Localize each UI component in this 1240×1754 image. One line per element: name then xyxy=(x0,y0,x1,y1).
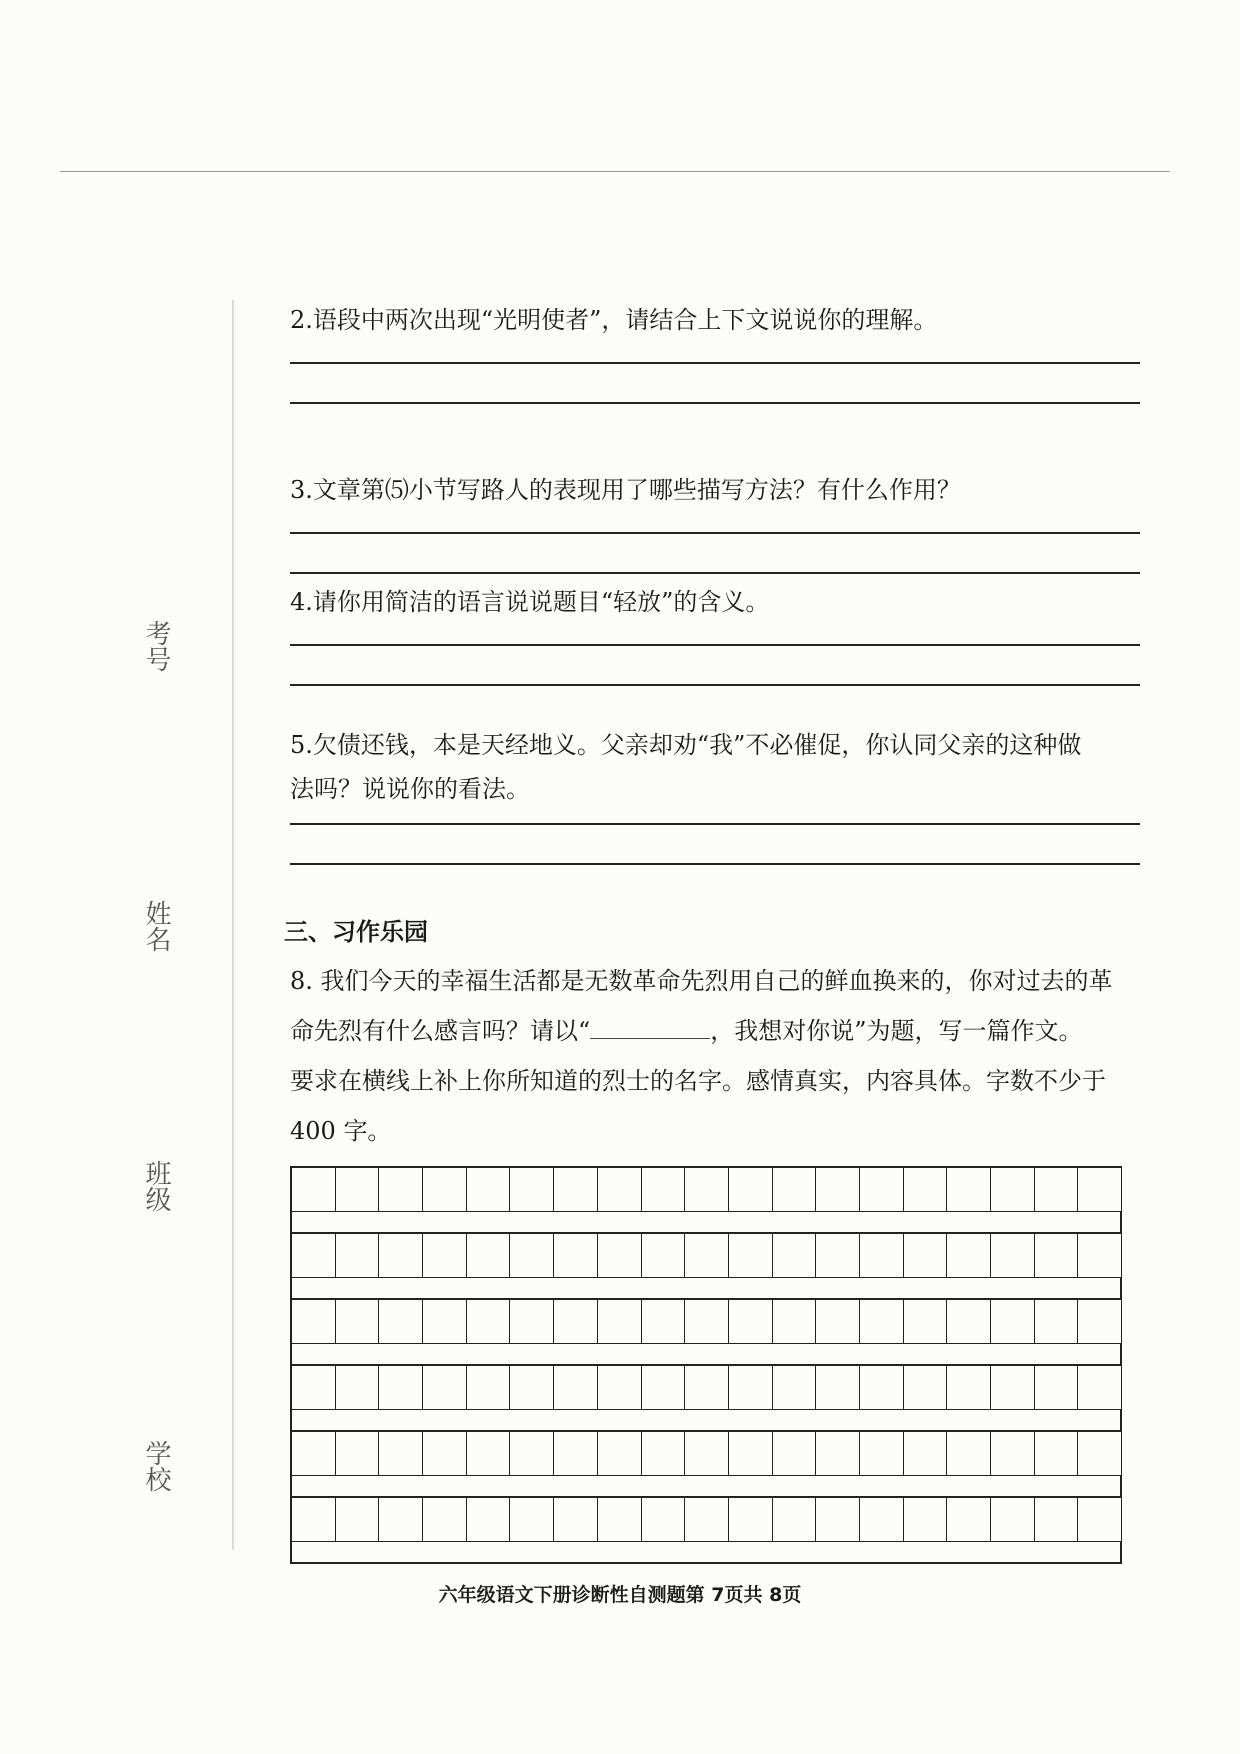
grid-cell[interactable] xyxy=(1078,1234,1122,1278)
question-text: 2.语段中两次出现“光明使者”，请结合上下文说说你的理解。 xyxy=(290,306,938,334)
grid-cell[interactable] xyxy=(773,1300,817,1344)
grid-cell[interactable] xyxy=(292,1498,336,1542)
grid-cell[interactable] xyxy=(860,1234,904,1278)
question-2 xyxy=(290,300,1140,404)
grid-cell[interactable] xyxy=(423,1168,467,1212)
grid-cell[interactable] xyxy=(947,1300,991,1344)
question-text-line1: 5.欠债还钱，本是天经地义。父亲却劝“我”不必催促，你认同父亲的这种做 xyxy=(290,731,1082,759)
grid-cell[interactable] xyxy=(904,1168,948,1212)
grid-cell[interactable] xyxy=(904,1498,948,1542)
grid-cell[interactable] xyxy=(423,1300,467,1344)
grid-cell[interactable] xyxy=(554,1234,598,1278)
grid-cell[interactable] xyxy=(860,1366,904,1410)
grid-row-gap xyxy=(292,1476,1122,1498)
grid-cell[interactable] xyxy=(773,1498,817,1542)
grid-cell[interactable] xyxy=(860,1432,904,1476)
essay-prompt-line1: 8. 我们今天的幸福生活都是无数革命先烈用自己的鲜血换来的，你对过去的革 xyxy=(290,967,1113,995)
grid-cell[interactable] xyxy=(554,1432,598,1476)
grid-cell[interactable] xyxy=(336,1432,380,1476)
grid-cell[interactable] xyxy=(292,1234,336,1278)
grid-cell[interactable] xyxy=(598,1168,642,1212)
question-text: 4.请你用简洁的语言说说题目“轻放”的含义。 xyxy=(290,588,770,616)
grid-cell[interactable] xyxy=(510,1366,554,1410)
grid-cell[interactable] xyxy=(598,1498,642,1542)
grid-row xyxy=(292,1168,1122,1212)
grid-cell[interactable] xyxy=(467,1234,511,1278)
grid-cell[interactable] xyxy=(816,1498,860,1542)
grid-cell[interactable] xyxy=(336,1498,380,1542)
grid-cell[interactable] xyxy=(685,1432,729,1476)
answer-line[interactable] xyxy=(290,863,1140,865)
question-text-line2: 法吗？说说你的看法。 xyxy=(290,775,530,803)
grid-cell[interactable] xyxy=(642,1366,686,1410)
grid-cell[interactable] xyxy=(336,1234,380,1278)
grid-cell[interactable] xyxy=(1078,1300,1122,1344)
grid-cell[interactable] xyxy=(510,1300,554,1344)
grid-cell[interactable] xyxy=(860,1168,904,1212)
grid-cell[interactable] xyxy=(904,1366,948,1410)
grid-cell[interactable] xyxy=(816,1234,860,1278)
grid-cell[interactable] xyxy=(1035,1234,1079,1278)
answer-line[interactable] xyxy=(290,402,1140,404)
grid-row xyxy=(292,1498,1122,1542)
grid-cell[interactable] xyxy=(685,1366,729,1410)
grid-cell[interactable] xyxy=(991,1498,1035,1542)
grid-cell[interactable] xyxy=(860,1498,904,1542)
grid-cell[interactable] xyxy=(510,1432,554,1476)
grid-cell[interactable] xyxy=(379,1498,423,1542)
grid-cell[interactable] xyxy=(816,1300,860,1344)
grid-cell[interactable] xyxy=(642,1168,686,1212)
answer-line[interactable] xyxy=(290,823,1140,825)
grid-cell[interactable] xyxy=(379,1234,423,1278)
writing-grid[interactable] xyxy=(290,1166,1122,1564)
grid-cell[interactable] xyxy=(773,1234,817,1278)
grid-cell[interactable] xyxy=(292,1168,336,1212)
essay-prompt-line2 xyxy=(290,1006,1140,1056)
grid-cell[interactable] xyxy=(816,1366,860,1410)
grid-cell[interactable] xyxy=(816,1432,860,1476)
grid-cell[interactable] xyxy=(642,1234,686,1278)
grid-cell[interactable] xyxy=(510,1234,554,1278)
grid-cell[interactable] xyxy=(947,1168,991,1212)
grid-cell[interactable] xyxy=(423,1234,467,1278)
grid-cell[interactable] xyxy=(642,1498,686,1542)
grid-cell[interactable] xyxy=(292,1300,336,1344)
grid-cell[interactable] xyxy=(554,1366,598,1410)
grid-cell[interactable] xyxy=(598,1366,642,1410)
grid-cell[interactable] xyxy=(467,1366,511,1410)
grid-cell[interactable] xyxy=(991,1168,1035,1212)
grid-cell[interactable] xyxy=(467,1498,511,1542)
grid-cell[interactable] xyxy=(467,1300,511,1344)
title-blank[interactable] xyxy=(590,1018,710,1039)
essay-prompt-line2-pre: 命先烈有什么感言吗？请以“ xyxy=(290,1017,591,1045)
grid-cell[interactable] xyxy=(379,1168,423,1212)
grid-cell[interactable] xyxy=(947,1498,991,1542)
grid-row xyxy=(292,1432,1122,1476)
grid-row-gap xyxy=(292,1410,1122,1432)
grid-cell[interactable] xyxy=(729,1234,773,1278)
grid-row xyxy=(292,1366,1122,1410)
grid-cell[interactable] xyxy=(947,1366,991,1410)
grid-cell[interactable] xyxy=(1035,1498,1079,1542)
grid-row-gap xyxy=(292,1344,1122,1366)
grid-cell[interactable] xyxy=(773,1432,817,1476)
grid-cell[interactable] xyxy=(467,1168,511,1212)
grid-cell[interactable] xyxy=(1035,1300,1079,1344)
grid-row-gap xyxy=(292,1278,1122,1300)
grid-cell[interactable] xyxy=(685,1234,729,1278)
grid-cell[interactable] xyxy=(1078,1168,1122,1212)
answer-line[interactable] xyxy=(290,644,1140,646)
essay-prompt xyxy=(290,956,1140,1156)
grid-cell[interactable] xyxy=(510,1498,554,1542)
question-4 xyxy=(290,582,1140,686)
grid-cell[interactable] xyxy=(554,1168,598,1212)
page-footer: 六年级语文下册诊断性自测题第 7页共 8页 xyxy=(438,1584,802,1606)
grid-cell[interactable] xyxy=(904,1300,948,1344)
binding-label-class: 班级 xyxy=(141,1160,171,1212)
scan-edge-line xyxy=(60,171,1170,172)
grid-cell[interactable] xyxy=(379,1432,423,1476)
grid-cell[interactable] xyxy=(1078,1366,1122,1410)
essay-prompt-line2-post: ，我想对你说”为题，写一篇作文。 xyxy=(710,1017,1083,1045)
grid-cell[interactable] xyxy=(816,1168,860,1212)
grid-cell[interactable] xyxy=(292,1432,336,1476)
grid-cell[interactable] xyxy=(904,1234,948,1278)
question-text: 3.文章第⑸小节写路人的表现用了哪些描写方法？有什么作用？ xyxy=(290,476,961,504)
grid-cell[interactable] xyxy=(423,1498,467,1542)
grid-cell[interactable] xyxy=(1035,1432,1079,1476)
grid-cell[interactable] xyxy=(991,1234,1035,1278)
grid-cell[interactable] xyxy=(292,1366,336,1410)
answer-line[interactable] xyxy=(290,684,1140,686)
binding-labels xyxy=(138,600,178,1500)
grid-cell[interactable] xyxy=(685,1300,729,1344)
grid-row-gap xyxy=(292,1542,1122,1564)
grid-cell[interactable] xyxy=(467,1432,511,1476)
question-5 xyxy=(290,725,1140,865)
grid-cell[interactable] xyxy=(947,1234,991,1278)
answer-line[interactable] xyxy=(290,532,1140,534)
grid-cell[interactable] xyxy=(336,1168,380,1212)
grid-cell[interactable] xyxy=(729,1432,773,1476)
grid-cell[interactable] xyxy=(1078,1432,1122,1476)
grid-cell[interactable] xyxy=(685,1498,729,1542)
grid-row-gap xyxy=(292,1212,1122,1234)
grid-row xyxy=(292,1300,1122,1344)
grid-cell[interactable] xyxy=(598,1432,642,1476)
grid-cell[interactable] xyxy=(598,1234,642,1278)
grid-cell[interactable] xyxy=(554,1300,598,1344)
grid-cell[interactable] xyxy=(991,1432,1035,1476)
grid-cell[interactable] xyxy=(773,1168,817,1212)
grid-cell[interactable] xyxy=(336,1366,380,1410)
grid-cell[interactable] xyxy=(423,1432,467,1476)
grid-cell[interactable] xyxy=(554,1498,598,1542)
essay-prompt-line4: 400 字。 xyxy=(290,1117,392,1145)
grid-cell[interactable] xyxy=(729,1300,773,1344)
binding-label-school: 学校 xyxy=(141,1440,171,1492)
grid-cell[interactable] xyxy=(379,1300,423,1344)
grid-cell[interactable] xyxy=(991,1300,1035,1344)
grid-cell[interactable] xyxy=(423,1366,467,1410)
section-title: 三、习作乐园 xyxy=(284,918,428,946)
grid-cell[interactable] xyxy=(642,1300,686,1344)
binding-label-name: 姓名 xyxy=(141,900,171,952)
grid-cell[interactable] xyxy=(1035,1168,1079,1212)
grid-cell[interactable] xyxy=(379,1366,423,1410)
grid-cell[interactable] xyxy=(642,1432,686,1476)
grid-cell[interactable] xyxy=(773,1366,817,1410)
binding-strip xyxy=(232,300,250,1550)
grid-cell[interactable] xyxy=(336,1300,380,1344)
grid-cell[interactable] xyxy=(729,1498,773,1542)
grid-cell[interactable] xyxy=(729,1366,773,1410)
grid-cell[interactable] xyxy=(729,1168,773,1212)
grid-cell[interactable] xyxy=(1078,1498,1122,1542)
grid-row xyxy=(292,1234,1122,1278)
grid-cell[interactable] xyxy=(598,1300,642,1344)
answer-line[interactable] xyxy=(290,362,1140,364)
grid-cell[interactable] xyxy=(685,1168,729,1212)
answer-line[interactable] xyxy=(290,572,1140,574)
grid-cell[interactable] xyxy=(510,1168,554,1212)
grid-cell[interactable] xyxy=(947,1432,991,1476)
question-3 xyxy=(290,470,1140,574)
grid-cell[interactable] xyxy=(991,1366,1035,1410)
grid-cell[interactable] xyxy=(904,1432,948,1476)
binding-label-exam-number: 考号 xyxy=(141,620,171,672)
grid-cell[interactable] xyxy=(860,1300,904,1344)
essay-prompt-line3: 要求在横线上补上你所知道的烈士的名字。感情真实，内容具体。字数不少于 xyxy=(290,1067,1106,1095)
grid-cell[interactable] xyxy=(1035,1366,1079,1410)
